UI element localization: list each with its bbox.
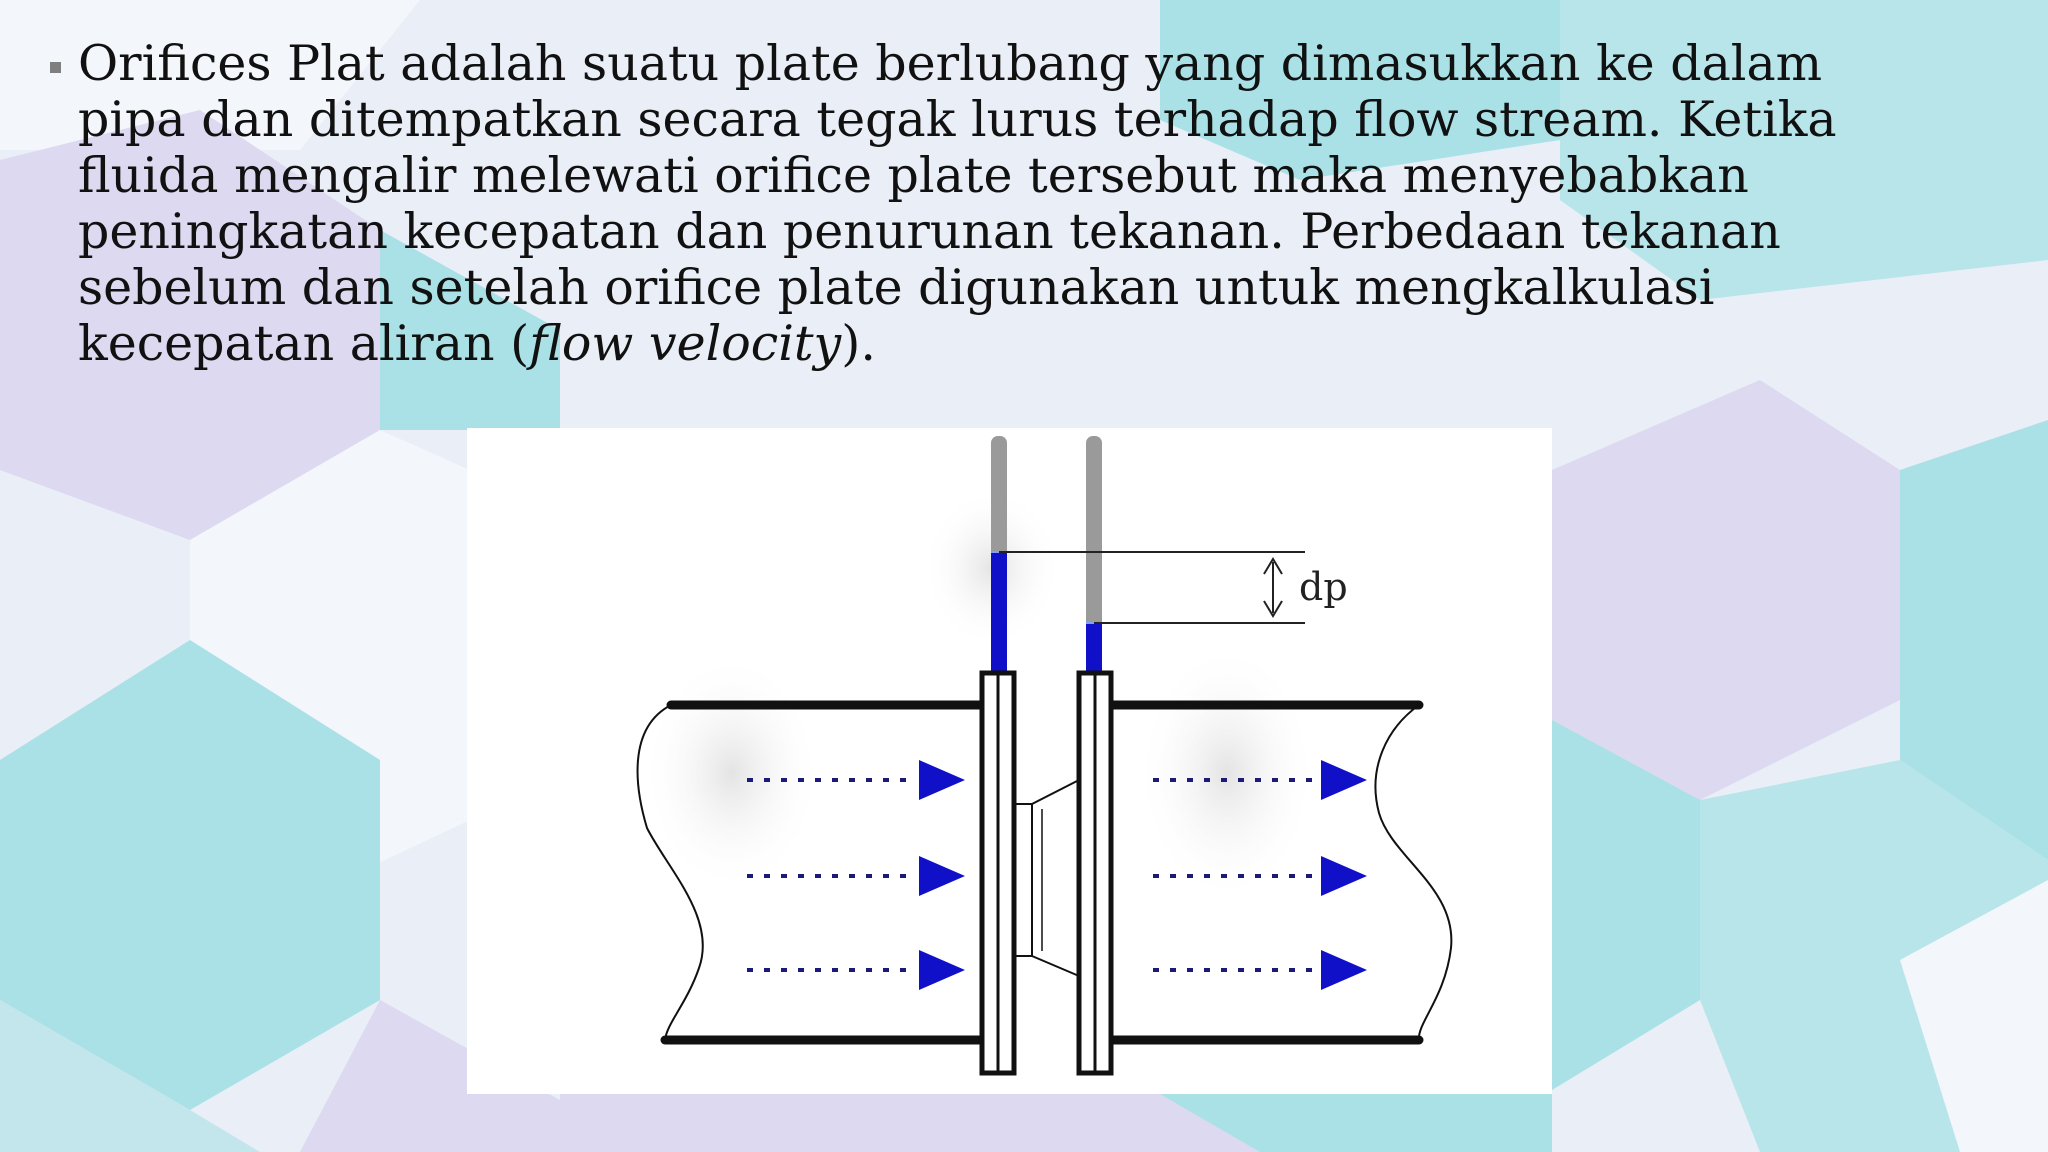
flow-dot: [798, 968, 804, 972]
flow-dot: [1153, 968, 1159, 972]
flow-dot: [849, 874, 855, 878]
flow-dot: [764, 968, 770, 972]
flow-dot: [832, 778, 838, 782]
flow-dot: [866, 778, 872, 782]
bullet-text-end: ).: [841, 315, 876, 372]
flow-dot: [747, 778, 753, 782]
flow-dot: [815, 968, 821, 972]
flow-dot: [1153, 778, 1159, 782]
flow-dot: [1289, 778, 1295, 782]
flow-dot: [900, 874, 906, 878]
flow-dot: [747, 874, 753, 878]
flow-dot: [1255, 874, 1261, 878]
flow-dot: [781, 778, 787, 782]
flow-dot: [781, 874, 787, 878]
flow-dot: [1221, 968, 1227, 972]
flow-dot: [764, 874, 770, 878]
flow-dot: [1170, 778, 1176, 782]
flow-dot: [849, 778, 855, 782]
flow-dot: [1238, 778, 1244, 782]
flow-dot: [1238, 968, 1244, 972]
flow-dot: [866, 968, 872, 972]
orifice-plate-diagram: [467, 428, 1552, 1094]
dp-label: dp: [1299, 565, 1348, 609]
bullet-text: [78, 36, 1906, 372]
downstream-pressure-tube: [1086, 436, 1102, 696]
flow-dot: [832, 874, 838, 878]
flow-arrow-head-icon: [1321, 856, 1367, 896]
flow-dot: [883, 874, 889, 878]
flow-dot: [1238, 874, 1244, 878]
flow-arrow-head-icon: [919, 856, 965, 896]
flow-dot: [883, 778, 889, 782]
flow-dot: [1306, 778, 1312, 782]
flow-dot: [781, 968, 787, 972]
tube-empty-section: [991, 436, 1007, 559]
flow-dot: [1204, 778, 1210, 782]
flow-dot: [849, 968, 855, 972]
flow-dot: [1187, 778, 1193, 782]
flow-dot: [1221, 778, 1227, 782]
flow-dot: [1170, 874, 1176, 878]
flow-dot: [1306, 874, 1312, 878]
flow-dot: [747, 968, 753, 972]
flow-dot: [900, 968, 906, 972]
bullet-text-main: Orifices Plat adalah suatu plate berlubang yang dimasukkan ke dalam pipa dan ditempatkan secara tegak lurus terhadap flow stream. Ketika fluida mengalir melewati orifice plate tersebut maka menyebabkan peningkatan kecepatan dan penurunan tekanan. Perbedaan tekanan sebelum dan setelah orifice plate digunakan untuk mengkalkulasi kecepatan aliran (: [78, 35, 1837, 372]
flow-dot: [1306, 968, 1312, 972]
tube-empty-section: [1086, 436, 1102, 631]
flow-arrow-head-icon: [1321, 950, 1367, 990]
flow-dot: [798, 874, 804, 878]
flow-dot: [1272, 778, 1278, 782]
flow-dot: [1187, 874, 1193, 878]
flow-dot: [1255, 778, 1261, 782]
downstream-flange: [1079, 673, 1111, 1073]
flow-arrow-head-icon: [919, 760, 965, 800]
flow-dot: [883, 968, 889, 972]
dp-double-arrow-icon: [1264, 559, 1282, 616]
pipe-break-curve-right: [1375, 705, 1451, 1040]
flow-dot: [1272, 874, 1278, 878]
flow-dot: [1289, 874, 1295, 878]
bullet-marker: [50, 62, 61, 73]
flow-dot: [866, 874, 872, 878]
flow-dot: [1221, 874, 1227, 878]
upstream-flange: [982, 673, 1014, 1073]
flow-dot: [1289, 968, 1295, 972]
upstream-pressure-tube: [991, 436, 1007, 696]
flow-dot: [815, 874, 821, 878]
bullet-paragraph: [46, 36, 1906, 372]
orifice-diagram-svg: [467, 428, 1552, 1094]
flow-arrow-head-icon: [919, 950, 965, 990]
flow-arrow-head-icon: [1321, 760, 1367, 800]
bullet-text-italic: flow velocity: [529, 315, 842, 372]
flow-dot: [1204, 874, 1210, 878]
flow-dot: [1255, 968, 1261, 972]
flow-dot: [764, 778, 770, 782]
flow-dot: [832, 968, 838, 972]
flow-dot: [815, 778, 821, 782]
speckle-area: [642, 653, 822, 893]
flow-dot: [1272, 968, 1278, 972]
flow-dot: [1204, 968, 1210, 972]
flow-dot: [798, 778, 804, 782]
flow-dot: [900, 778, 906, 782]
flow-dot: [1187, 968, 1193, 972]
orifice-bore-outline: [1014, 780, 1079, 976]
flow-dot: [1170, 968, 1176, 972]
flow-dot: [1153, 874, 1159, 878]
speckle-area: [1137, 643, 1317, 903]
